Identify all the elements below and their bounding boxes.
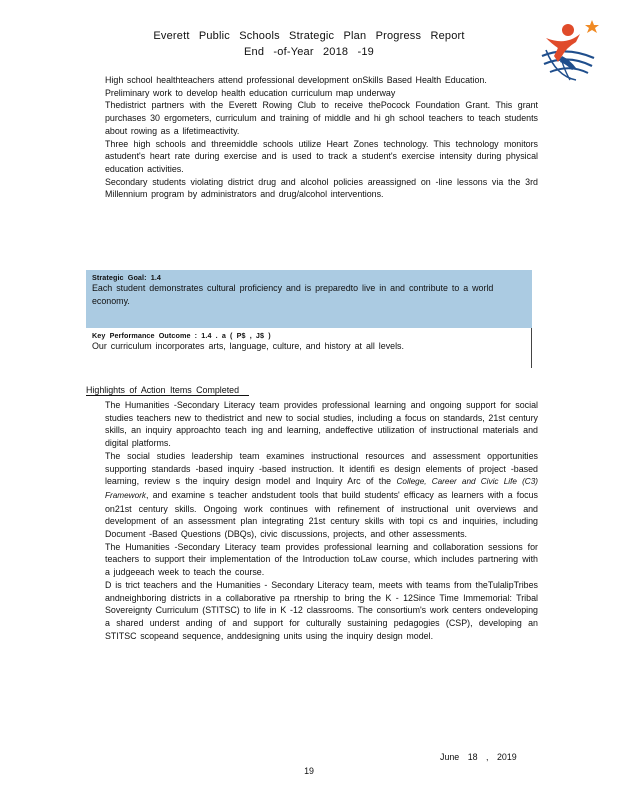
list-item: The Humanities -Secondary Literacy team provides professional learning and collaboration sessions for teachers to support their implementation of the Introduction toLaw course, which includes partnering with a judgeeach week to teach the course. <box>105 541 538 578</box>
list-item: Preliminary work to develop health education curriculum map underway <box>105 87 396 98</box>
kpo-label: Key Performance Outcome : 1.4 . a ( P$ , J$ ) <box>92 331 271 340</box>
strategic-goal-label: Strategic Goal: 1.4 <box>92 273 162 282</box>
list-item: Thedistrict partners with the Everett Rowing Club to receive thePocock Foundation Grant. This grant purchases 30 ergometers, curriculum and training of middle and hi gh school teachers to teach students about rowing as a lifetimeactivity. <box>105 100 538 136</box>
highlights-heading: Highlights of Action Items Completed <box>86 385 249 396</box>
strategic-goal-box <box>86 270 532 328</box>
report-date: June 18 , 2019 <box>440 752 517 762</box>
star-icon <box>585 20 599 33</box>
report-header <box>0 28 618 60</box>
list-item: High school healthteachers attend professional development onSkills Based Health Education. <box>105 75 487 85</box>
list-item: Secondary students violating district drug and alcohol policies areassigned on -line lessons via the 3rd Millennium program by administrators and drug/alcohol interventions. <box>105 176 538 200</box>
page-number: 19 <box>304 766 314 776</box>
strategic-goal-text: Each student demonstrates cultural proficiency and is preparedto live in and contribute to a world economy. <box>92 283 494 306</box>
report-subtitle: End -of-Year 2018 -19 <box>243 46 375 58</box>
figure-icon <box>546 24 580 70</box>
list-item: The social studies leadership team examines instructional resources and assessment opportunities supporting standards -based inquiry -based instruction. It identifi es design elements of project -based learning, review s the inquiry design model and Inquiry Arc of the College, Career and Civic Life (C3) Framework, and examine s teacher andstudent tools that build students' efficacy as learners with a focus on21st century skills. Ongoing work continues with refinement of instructional unit overviews and development of an assessment plan integrating 21st century skills with topi cs and inquiries, including Document -Based Questions (DBQs), civic discussions, projects, and other assessments. <box>105 450 538 540</box>
district-logo-icon <box>536 16 602 82</box>
list-item: The Humanities -Secondary Literacy team provides professional learning and ongoing support for social studies teachers new to thedistrict and new to social studies, including a focus on standards, 21st century skills, an inquiry approachto teach ing and learning, andeffective utilization of instructional materials and digital platforms. <box>105 400 538 449</box>
list-item: Three high schools and threemiddle schools utilize Heart Zones technology. This technology monitors astudent's heart rate during exercise and is used to track a student's exercise intensity during physical education activities. <box>105 138 538 174</box>
key-performance-outcome-box <box>86 328 532 368</box>
report-title: Everett Public Schools Strategic Plan Progress Report <box>153 30 465 42</box>
kpo-text: Our curriculum incorporates arts, language, culture, and history at all levels. <box>92 341 404 351</box>
action-items-list <box>88 399 538 642</box>
c3-framework-title: College, Career and Civic Life (C3) Framework <box>105 477 538 500</box>
list-item: D is trict teachers and the Humanities - Secondary Literacy team, meets with teams from theTulalipTribes andneighboring districts in a collaborative pa rtnership to bring the K - 12Since Time Immemorial: Tribal Sovereignty Curriculum (STITSC) to life in K -12 classrooms. The consortium's work centers ondeveloping a shared underst anding of and support for culturally sustaining pedagogies (CSP), developing an STITSC scopeand sequence, anddesigning units using the inquiry design model. <box>105 579 538 641</box>
health-highlights-list <box>88 74 538 201</box>
